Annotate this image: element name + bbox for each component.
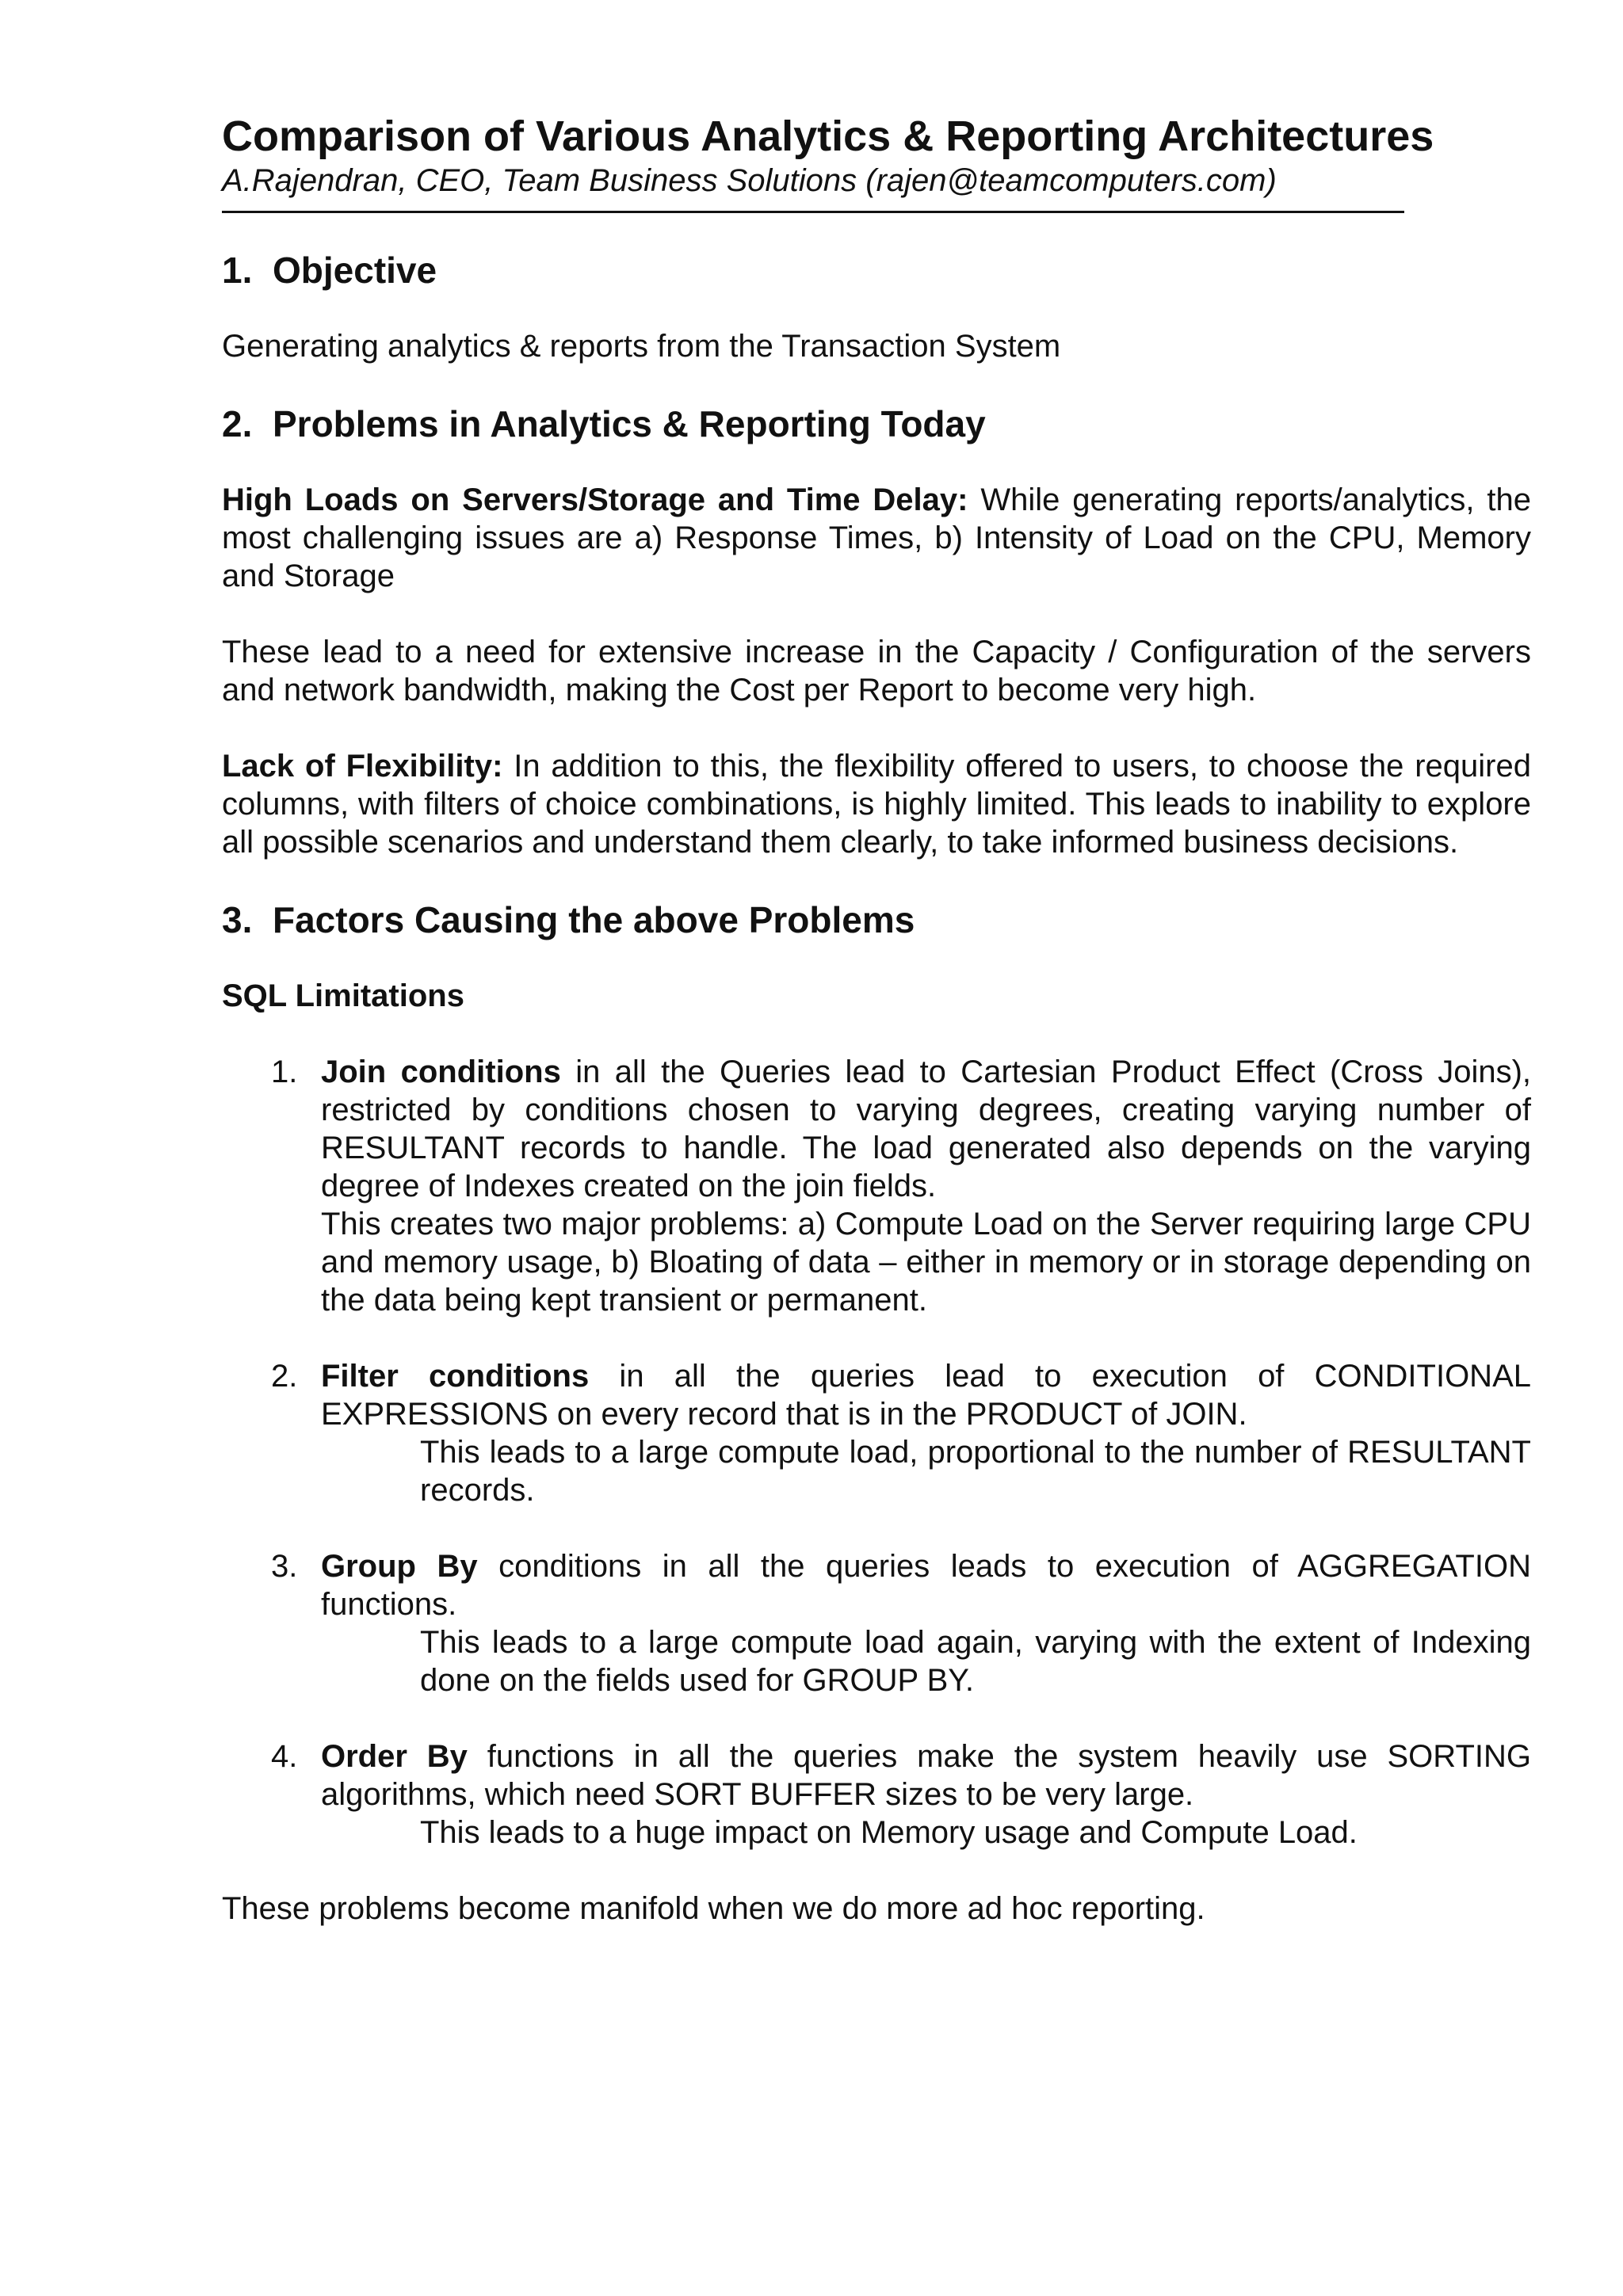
section-1-heading <box>222 248 1531 292</box>
list-item <box>271 1737 1531 1852</box>
list-item <box>271 1357 1531 1509</box>
flexibility-paragraph <box>222 747 1531 861</box>
document-page <box>222 111 1531 1928</box>
author-byline: A.Rajendran, CEO, Team Business Solutions (rajen@teamcomputers.com) <box>222 163 1277 198</box>
list-item-number: 1. <box>271 1055 298 1089</box>
list-item-lead: Join conditions <box>321 1055 561 1089</box>
list-item-text <box>321 1737 1531 1814</box>
list-item-indented-note: This leads to a huge impact on Memory usage and Compute Load. <box>420 1815 1358 1850</box>
list-item-body: in all the queries lead to execution of CONDITIONAL EXPRESSIONS on every record that is in the PRODUCT of JOIN. <box>321 1359 1531 1432</box>
list-item-body: functions in all the queries make the system heavily use SORTING algorithms, which need SORT BUFFER sizes to be very large. <box>321 1739 1531 1812</box>
list-item-number: 3. <box>271 1549 298 1584</box>
section-title: Factors Causing the above Problems <box>273 899 915 940</box>
list-item-text <box>321 1053 1531 1205</box>
list-item-text <box>321 1357 1531 1433</box>
section-title: Objective <box>273 250 437 291</box>
section-number: 3. <box>222 899 253 940</box>
list-item <box>271 1547 1531 1699</box>
sql-limitations-subheading: SQL Limitations <box>222 978 464 1013</box>
objective-text: Generating analytics & reports from the Transaction System <box>222 329 1061 364</box>
capacity-paragraph: These lead to a need for extensive increase in the Capacity / Configuration of the servers and network bandwidth, making the Cost per Report to become very high. <box>222 635 1531 707</box>
paragraph-lead: Lack of Flexibility: <box>222 749 503 784</box>
paragraph-lead: High Loads on Servers/Storage and Time Delay: <box>222 482 968 517</box>
list-item-lead: Order By <box>321 1739 468 1774</box>
document-title: Comparison of Various Analytics & Reporting Architectures <box>222 113 1434 160</box>
list-item-continuation: This creates two major problems: a) Compute Load on the Server requiring large CPU and memory usage, b) Bloating of data – either in memory or in storage depending on the data being kept transient or permanent. <box>321 1207 1531 1318</box>
list-item-indented-note: This leads to a large compute load again, varying with the extent of Indexing done on the fields used for GROUP BY. <box>420 1625 1531 1698</box>
section-number: 1. <box>222 250 253 291</box>
high-loads-paragraph <box>222 481 1531 595</box>
paragraph-text: While generating reports/analytics, the most challenging issues are a) Response Times, b) Intensity of Load on the CPU, Memory and Storage <box>222 482 1532 593</box>
section-title: Problems in Analytics & Reporting Today <box>273 403 986 444</box>
list-item-number: 2. <box>271 1359 298 1394</box>
list-item-lead: Group By <box>321 1549 478 1584</box>
list-item-body: in all the Queries lead to Cartesian Product Effect (Cross Joins), restricted by conditions chosen to varying degrees, creating varying number of RESULTANT records to handle. The load generated also depends on the varying degree of Indexes created on the join fields. <box>321 1055 1532 1203</box>
section-3-heading <box>222 898 1531 942</box>
list-item-number: 4. <box>271 1739 298 1774</box>
closing-statement: These problems become manifold when we do more ad hoc reporting. <box>222 1891 1205 1926</box>
list-item-indented-note: This leads to a large compute load, proportional to the number of RESULTANT records. <box>420 1435 1531 1508</box>
list-item-body: conditions in all the queries leads to execution of AGGREGATION functions. <box>321 1549 1531 1622</box>
list-item-lead: Filter conditions <box>321 1359 590 1394</box>
list-item <box>271 1053 1531 1319</box>
section-2-heading <box>222 402 1531 446</box>
section-number: 2. <box>222 403 253 444</box>
paragraph-text: In addition to this, the flexibility offered to users, to choose the required columns, with filters of choice combinations, is highly limited. This leads to inability to explore all possible scenarios and understand them clearly, to take informed business decisions. <box>222 749 1531 860</box>
list-item-text <box>321 1547 1531 1623</box>
